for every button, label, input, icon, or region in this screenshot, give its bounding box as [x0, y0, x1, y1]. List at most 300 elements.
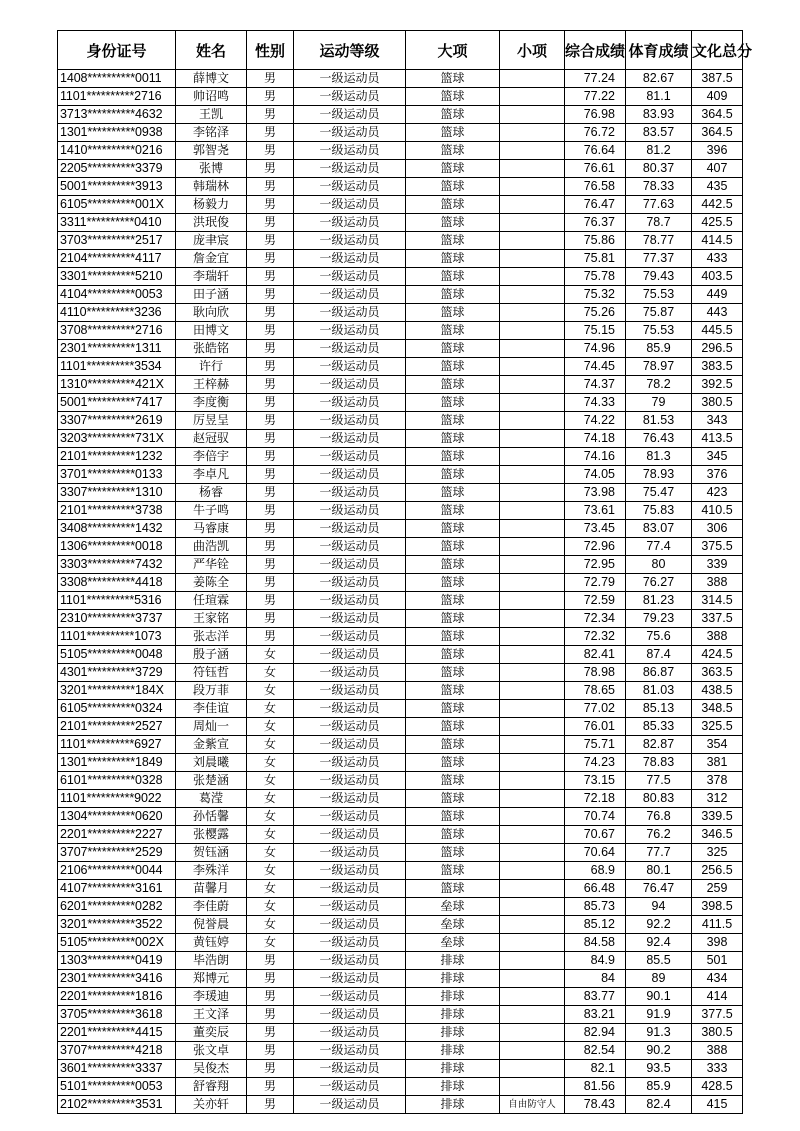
sport-score-cell: 78.93 [626, 466, 692, 484]
level-cell: 一级运动员 [294, 412, 406, 430]
sport-score-cell: 83.07 [626, 520, 692, 538]
gender-cell: 男 [247, 1042, 294, 1060]
id-cell: 2102**********3531 [58, 1096, 176, 1114]
sport-score-cell: 85.9 [626, 1078, 692, 1096]
level-cell: 一级运动员 [294, 844, 406, 862]
sport-score-cell: 82.4 [626, 1096, 692, 1114]
table-row [58, 862, 743, 880]
culture-score-cell: 423 [692, 484, 743, 502]
name-cell: 苗馨月 [176, 880, 247, 898]
name-cell: 李殊洋 [176, 862, 247, 880]
sport-score-cell: 76.2 [626, 826, 692, 844]
name-cell: 黄钰婷 [176, 934, 247, 952]
total-score-cell: 82.54 [565, 1042, 626, 1060]
gender-cell: 男 [247, 340, 294, 358]
id-cell: 1306**********0018 [58, 538, 176, 556]
id-cell: 1101**********9022 [58, 790, 176, 808]
table-row [58, 700, 743, 718]
major-cell: 篮球 [406, 124, 500, 142]
gender-cell: 男 [247, 556, 294, 574]
minor-cell [500, 628, 565, 646]
total-score-cell: 76.98 [565, 106, 626, 124]
total-score-cell: 85.73 [565, 898, 626, 916]
culture-score-cell: 415 [692, 1096, 743, 1114]
table-row [58, 1042, 743, 1060]
name-cell: 詹金宜 [176, 250, 247, 268]
major-cell: 篮球 [406, 880, 500, 898]
name-cell: 李度衡 [176, 394, 247, 412]
table-row [58, 970, 743, 988]
minor-cell [500, 196, 565, 214]
header-major: 大项 [406, 31, 500, 70]
minor-cell [500, 1042, 565, 1060]
major-cell: 篮球 [406, 376, 500, 394]
sport-score-cell: 87.4 [626, 646, 692, 664]
total-score-cell: 72.18 [565, 790, 626, 808]
name-cell: 李佳蔚 [176, 898, 247, 916]
level-cell: 一级运动员 [294, 736, 406, 754]
major-cell: 篮球 [406, 430, 500, 448]
sport-score-cell: 79.43 [626, 268, 692, 286]
sport-score-cell: 85.13 [626, 700, 692, 718]
minor-cell [500, 466, 565, 484]
culture-score-cell: 348.5 [692, 700, 743, 718]
culture-score-cell: 296.5 [692, 340, 743, 358]
name-cell: 吴俊杰 [176, 1060, 247, 1078]
major-cell: 篮球 [406, 754, 500, 772]
minor-cell [500, 646, 565, 664]
name-cell: 符钰哲 [176, 664, 247, 682]
level-cell: 一级运动员 [294, 754, 406, 772]
major-cell: 篮球 [406, 196, 500, 214]
major-cell: 篮球 [406, 664, 500, 682]
total-score-cell: 75.71 [565, 736, 626, 754]
table-row [58, 934, 743, 952]
sport-score-cell: 75.83 [626, 502, 692, 520]
table-row [58, 124, 743, 142]
id-cell: 3311**********0410 [58, 214, 176, 232]
total-score-cell: 74.33 [565, 394, 626, 412]
culture-score-cell: 392.5 [692, 376, 743, 394]
sport-score-cell: 89 [626, 970, 692, 988]
total-score-cell: 84.58 [565, 934, 626, 952]
id-cell: 2301**********3416 [58, 970, 176, 988]
culture-score-cell: 409 [692, 88, 743, 106]
culture-score-cell: 387.5 [692, 70, 743, 88]
minor-cell [500, 754, 565, 772]
major-cell: 篮球 [406, 250, 500, 268]
level-cell: 一级运动员 [294, 196, 406, 214]
name-cell: 洪珉俊 [176, 214, 247, 232]
sport-score-cell: 92.2 [626, 916, 692, 934]
major-cell: 篮球 [406, 340, 500, 358]
culture-score-cell: 364.5 [692, 124, 743, 142]
major-cell: 篮球 [406, 466, 500, 484]
id-cell: 3701**********0133 [58, 466, 176, 484]
total-score-cell: 82.41 [565, 646, 626, 664]
total-score-cell: 72.59 [565, 592, 626, 610]
major-cell: 垒球 [406, 916, 500, 934]
culture-score-cell: 388 [692, 628, 743, 646]
minor-cell [500, 610, 565, 628]
major-cell: 排球 [406, 1024, 500, 1042]
minor-cell [500, 790, 565, 808]
name-cell: 金紫宣 [176, 736, 247, 754]
id-cell: 3307**********2619 [58, 412, 176, 430]
major-cell: 篮球 [406, 700, 500, 718]
name-cell: 董奕辰 [176, 1024, 247, 1042]
name-cell: 耿向欣 [176, 304, 247, 322]
major-cell: 篮球 [406, 88, 500, 106]
total-score-cell: 83.21 [565, 1006, 626, 1024]
name-cell: 李倍宇 [176, 448, 247, 466]
table-row [58, 268, 743, 286]
culture-score-cell: 413.5 [692, 430, 743, 448]
total-score-cell: 81.56 [565, 1078, 626, 1096]
minor-cell [500, 538, 565, 556]
minor-cell [500, 160, 565, 178]
level-cell: 一级运动员 [294, 538, 406, 556]
culture-score-cell: 428.5 [692, 1078, 743, 1096]
level-cell: 一级运动员 [294, 880, 406, 898]
id-cell: 2101**********3738 [58, 502, 176, 520]
major-cell: 篮球 [406, 502, 500, 520]
major-cell: 篮球 [406, 268, 500, 286]
minor-cell [500, 520, 565, 538]
total-score-cell: 78.98 [565, 664, 626, 682]
minor-cell [500, 1078, 565, 1096]
gender-cell: 男 [247, 430, 294, 448]
table-row [58, 664, 743, 682]
culture-score-cell: 383.5 [692, 358, 743, 376]
gender-cell: 男 [247, 106, 294, 124]
gender-cell: 男 [247, 178, 294, 196]
table-row [58, 358, 743, 376]
total-score-cell: 73.61 [565, 502, 626, 520]
sport-score-cell: 75.6 [626, 628, 692, 646]
major-cell: 篮球 [406, 142, 500, 160]
table-row [58, 736, 743, 754]
gender-cell: 男 [247, 448, 294, 466]
name-cell: 牛子鸣 [176, 502, 247, 520]
level-cell: 一级运动员 [294, 1024, 406, 1042]
minor-cell [500, 808, 565, 826]
total-score-cell: 75.78 [565, 268, 626, 286]
culture-score-cell: 375.5 [692, 538, 743, 556]
sport-score-cell: 77.7 [626, 844, 692, 862]
major-cell: 篮球 [406, 358, 500, 376]
header-id: 身份证号 [58, 31, 176, 70]
sport-score-cell: 81.3 [626, 448, 692, 466]
total-score-cell: 70.74 [565, 808, 626, 826]
total-score-cell: 84 [565, 970, 626, 988]
total-score-cell: 75.26 [565, 304, 626, 322]
table-row [58, 1060, 743, 1078]
minor-cell [500, 106, 565, 124]
name-cell: 田子涵 [176, 286, 247, 304]
table-row [58, 70, 743, 88]
level-cell: 一级运动员 [294, 268, 406, 286]
culture-score-cell: 398.5 [692, 898, 743, 916]
level-cell: 一级运动员 [294, 106, 406, 124]
table-row [58, 808, 743, 826]
minor-cell [500, 862, 565, 880]
table-row [58, 232, 743, 250]
culture-score-cell: 256.5 [692, 862, 743, 880]
total-score-cell: 78.43 [565, 1096, 626, 1114]
sport-score-cell: 81.53 [626, 412, 692, 430]
total-score-cell: 77.22 [565, 88, 626, 106]
total-score-cell: 73.15 [565, 772, 626, 790]
major-cell: 排球 [406, 988, 500, 1006]
major-cell: 垒球 [406, 898, 500, 916]
total-score-cell: 76.37 [565, 214, 626, 232]
sport-score-cell: 81.23 [626, 592, 692, 610]
id-cell: 5001**********7417 [58, 394, 176, 412]
major-cell: 篮球 [406, 862, 500, 880]
level-cell: 一级运动员 [294, 304, 406, 322]
gender-cell: 女 [247, 754, 294, 772]
gender-cell: 男 [247, 142, 294, 160]
name-cell: 周灿一 [176, 718, 247, 736]
level-cell: 一级运动员 [294, 214, 406, 232]
minor-cell [500, 232, 565, 250]
id-cell: 4107**********3161 [58, 880, 176, 898]
gender-cell: 女 [247, 826, 294, 844]
sport-score-cell: 75.53 [626, 322, 692, 340]
sport-score-cell: 79 [626, 394, 692, 412]
name-cell: 倪誉晨 [176, 916, 247, 934]
level-cell: 一级运动员 [294, 610, 406, 628]
sport-score-cell: 78.83 [626, 754, 692, 772]
major-cell: 排球 [406, 970, 500, 988]
culture-score-cell: 414.5 [692, 232, 743, 250]
id-cell: 3203**********731X [58, 430, 176, 448]
table-row [58, 430, 743, 448]
culture-score-cell: 442.5 [692, 196, 743, 214]
level-cell: 一级运动员 [294, 70, 406, 88]
header-gender: 性别 [247, 31, 294, 70]
gender-cell: 男 [247, 250, 294, 268]
table-row [58, 1024, 743, 1042]
name-cell: 葛滢 [176, 790, 247, 808]
name-cell: 张志洋 [176, 628, 247, 646]
major-cell: 排球 [406, 1078, 500, 1096]
level-cell: 一级运动员 [294, 1060, 406, 1078]
id-cell: 1408**********0011 [58, 70, 176, 88]
gender-cell: 男 [247, 1096, 294, 1114]
minor-cell [500, 268, 565, 286]
major-cell: 篮球 [406, 718, 500, 736]
total-score-cell: 74.37 [565, 376, 626, 394]
level-cell: 一级运动员 [294, 952, 406, 970]
culture-score-cell: 434 [692, 970, 743, 988]
total-score-cell: 74.96 [565, 340, 626, 358]
id-cell: 3707**********2529 [58, 844, 176, 862]
id-cell: 3303**********7432 [58, 556, 176, 574]
major-cell: 篮球 [406, 484, 500, 502]
gender-cell: 女 [247, 808, 294, 826]
culture-score-cell: 388 [692, 574, 743, 592]
gender-cell: 男 [247, 970, 294, 988]
culture-score-cell: 501 [692, 952, 743, 970]
culture-score-cell: 433 [692, 250, 743, 268]
minor-cell [500, 898, 565, 916]
id-cell: 1303**********0419 [58, 952, 176, 970]
level-cell: 一级运动员 [294, 466, 406, 484]
level-cell: 一级运动员 [294, 322, 406, 340]
id-cell: 1410**********0216 [58, 142, 176, 160]
sport-score-cell: 78.77 [626, 232, 692, 250]
id-cell: 3601**********3337 [58, 1060, 176, 1078]
gender-cell: 女 [247, 736, 294, 754]
id-cell: 6201**********0282 [58, 898, 176, 916]
id-cell: 1101**********6927 [58, 736, 176, 754]
total-score-cell: 82.1 [565, 1060, 626, 1078]
total-score-cell: 73.45 [565, 520, 626, 538]
sport-score-cell: 78.97 [626, 358, 692, 376]
id-cell: 2310**********3737 [58, 610, 176, 628]
gender-cell: 男 [247, 1060, 294, 1078]
major-cell: 篮球 [406, 304, 500, 322]
sport-score-cell: 80.1 [626, 862, 692, 880]
culture-score-cell: 376 [692, 466, 743, 484]
total-score-cell: 70.64 [565, 844, 626, 862]
id-cell: 5001**********3913 [58, 178, 176, 196]
level-cell: 一级运动员 [294, 430, 406, 448]
total-score-cell: 72.34 [565, 610, 626, 628]
minor-cell [500, 682, 565, 700]
total-score-cell: 68.9 [565, 862, 626, 880]
name-cell: 任瑄霖 [176, 592, 247, 610]
id-cell: 2201**********4415 [58, 1024, 176, 1042]
total-score-cell: 74.16 [565, 448, 626, 466]
minor-cell [500, 664, 565, 682]
gender-cell: 男 [247, 628, 294, 646]
table-row [58, 898, 743, 916]
id-cell: 6105**********001X [58, 196, 176, 214]
id-cell: 2106**********0044 [58, 862, 176, 880]
sport-score-cell: 77.63 [626, 196, 692, 214]
name-cell: 郭智尧 [176, 142, 247, 160]
id-cell: 2301**********1311 [58, 340, 176, 358]
culture-score-cell: 438.5 [692, 682, 743, 700]
minor-cell [500, 1006, 565, 1024]
gender-cell: 男 [247, 1006, 294, 1024]
total-score-cell: 78.65 [565, 682, 626, 700]
total-score-cell: 82.94 [565, 1024, 626, 1042]
level-cell: 一级运动员 [294, 340, 406, 358]
sport-score-cell: 85.5 [626, 952, 692, 970]
sport-score-cell: 77.4 [626, 538, 692, 556]
athlete-score-table [57, 30, 753, 1114]
level-cell: 一级运动员 [294, 628, 406, 646]
name-cell: 李铭泽 [176, 124, 247, 142]
gender-cell: 男 [247, 952, 294, 970]
id-cell: 3707**********4218 [58, 1042, 176, 1060]
level-cell: 一级运动员 [294, 448, 406, 466]
major-cell: 篮球 [406, 70, 500, 88]
level-cell: 一级运动员 [294, 916, 406, 934]
culture-score-cell: 378 [692, 772, 743, 790]
table-row [58, 502, 743, 520]
sport-score-cell: 94 [626, 898, 692, 916]
major-cell: 篮球 [406, 394, 500, 412]
gender-cell: 男 [247, 610, 294, 628]
name-cell: 刘晨曦 [176, 754, 247, 772]
total-score-cell: 76.72 [565, 124, 626, 142]
table-row [58, 322, 743, 340]
minor-cell: 自由防守人 [500, 1096, 565, 1114]
minor-cell [500, 448, 565, 466]
name-cell: 张楚涵 [176, 772, 247, 790]
level-cell: 一级运动员 [294, 1042, 406, 1060]
table-row [58, 286, 743, 304]
name-cell: 王梓赫 [176, 376, 247, 394]
total-score-cell: 72.79 [565, 574, 626, 592]
total-score-cell: 83.77 [565, 988, 626, 1006]
major-cell: 篮球 [406, 322, 500, 340]
major-cell: 排球 [406, 1006, 500, 1024]
major-cell: 篮球 [406, 556, 500, 574]
total-score-cell: 77.24 [565, 70, 626, 88]
level-cell: 一级运动员 [294, 484, 406, 502]
total-score-cell: 77.02 [565, 700, 626, 718]
gender-cell: 女 [247, 898, 294, 916]
table-row [58, 1096, 743, 1114]
culture-score-cell: 339.5 [692, 808, 743, 826]
total-score-cell: 75.86 [565, 232, 626, 250]
level-cell: 一级运动员 [294, 394, 406, 412]
minor-cell [500, 934, 565, 952]
name-cell: 杨睿 [176, 484, 247, 502]
gender-cell: 女 [247, 916, 294, 934]
table-row [58, 250, 743, 268]
culture-score-cell: 364.5 [692, 106, 743, 124]
major-cell: 篮球 [406, 844, 500, 862]
culture-score-cell: 325 [692, 844, 743, 862]
name-cell: 帅诏鸣 [176, 88, 247, 106]
total-score-cell: 85.12 [565, 916, 626, 934]
level-cell: 一级运动员 [294, 178, 406, 196]
total-score-cell: 84.9 [565, 952, 626, 970]
level-cell: 一级运动员 [294, 988, 406, 1006]
table-row [58, 520, 743, 538]
major-cell: 篮球 [406, 160, 500, 178]
name-cell: 殷子涵 [176, 646, 247, 664]
header-minor: 小项 [500, 31, 565, 70]
gender-cell: 男 [247, 160, 294, 178]
level-cell: 一级运动员 [294, 772, 406, 790]
level-cell: 一级运动员 [294, 700, 406, 718]
table-row [58, 178, 743, 196]
major-cell: 篮球 [406, 592, 500, 610]
id-cell: 3708**********2716 [58, 322, 176, 340]
total-score-cell: 72.32 [565, 628, 626, 646]
name-cell: 王凯 [176, 106, 247, 124]
level-cell: 一级运动员 [294, 1096, 406, 1114]
level-cell: 一级运动员 [294, 574, 406, 592]
id-cell: 5105**********0048 [58, 646, 176, 664]
sport-score-cell: 80.37 [626, 160, 692, 178]
gender-cell: 男 [247, 376, 294, 394]
gender-cell: 女 [247, 844, 294, 862]
minor-cell [500, 376, 565, 394]
table-header-row [58, 31, 743, 70]
total-score-cell: 76.01 [565, 718, 626, 736]
minor-cell [500, 484, 565, 502]
minor-cell [500, 970, 565, 988]
